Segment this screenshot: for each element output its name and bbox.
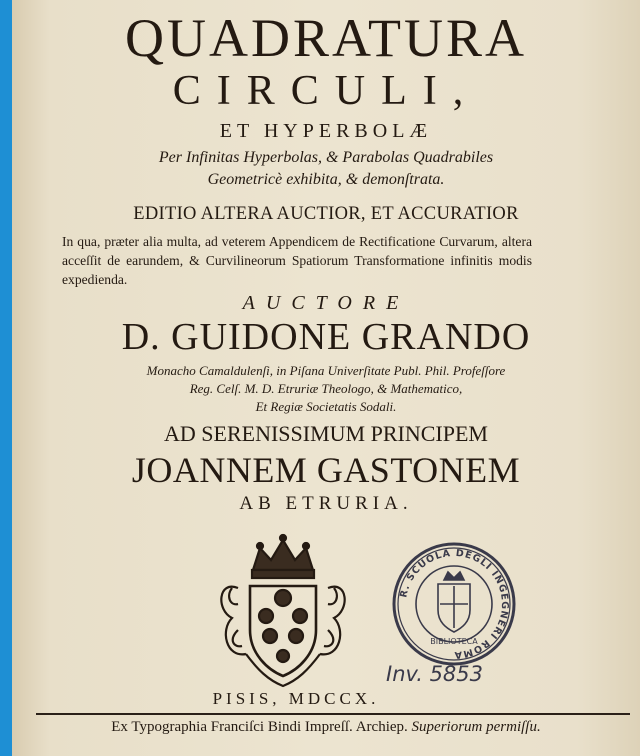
- imprint-rule: [36, 713, 630, 715]
- medici-crest-icon: [208, 530, 358, 690]
- author-credentials-1: Monacho Camaldulenſi, in Piſana Univerſitate Publ. Phil. Profeſſore: [146, 363, 506, 378]
- dedication-line: AD SERENISSIMUM PRINCIPEM: [164, 421, 488, 446]
- author-name: D. GUIDONE GRANDO: [121, 316, 531, 358]
- stamp-inner-text: BIBLIOTECA: [430, 637, 478, 646]
- book-subtitle-hyperbolae: ET HYPERBOLÆ: [219, 120, 433, 142]
- imprint-place-date: PISIS, MDCCX.: [212, 689, 380, 708]
- edition-statement: EDITIO ALTERA AUCTIOR, ET ACCURATIOR: [133, 204, 519, 224]
- book-subtitle-circuli: CIRCULI,: [172, 68, 480, 114]
- permission-note: Superiorum permiſſu.: [411, 719, 541, 735]
- dedicatee-origin: AB ETRURIA.: [239, 493, 413, 514]
- stamp-ring-text: R. SCUOLA DEGLI INGEGNERI ROMA: [398, 547, 511, 661]
- author-credentials-2: Reg. Celſ. M. D. Etruriæ Theologo, & Mathematico,: [189, 381, 463, 396]
- shelfmark-inventory: Inv. 5853: [386, 662, 484, 686]
- library-stamp-icon: [390, 540, 518, 668]
- printer-name: Ex Typographia Franciſci Bindi Impreſſ. Archiep.: [111, 719, 408, 735]
- edition-note: In qua, præter alia multa, ad veterem Appendicem de Rectificatione Curvarum, altera acceſſit de earundem, & Curvilineorum Spatiorum Transformatione infinitis modis expedienda.: [62, 234, 532, 287]
- printer-line: [12, 717, 640, 737]
- description-line-1: Per Infinitas Hyperbolas, & Parabolas Quadrabiles: [158, 149, 494, 166]
- author-credentials-3: Et Regiæ Societatis Sodali.: [255, 399, 397, 414]
- title-page: [12, 0, 640, 756]
- book-title: QUADRATURA: [124, 8, 527, 68]
- description-line-2: Geometricè exhibita, & demonſtrata.: [207, 171, 445, 188]
- dedicatee-name: JOANNEM GASTONEM: [131, 450, 521, 490]
- auctore-label: AUCTORE: [242, 292, 410, 314]
